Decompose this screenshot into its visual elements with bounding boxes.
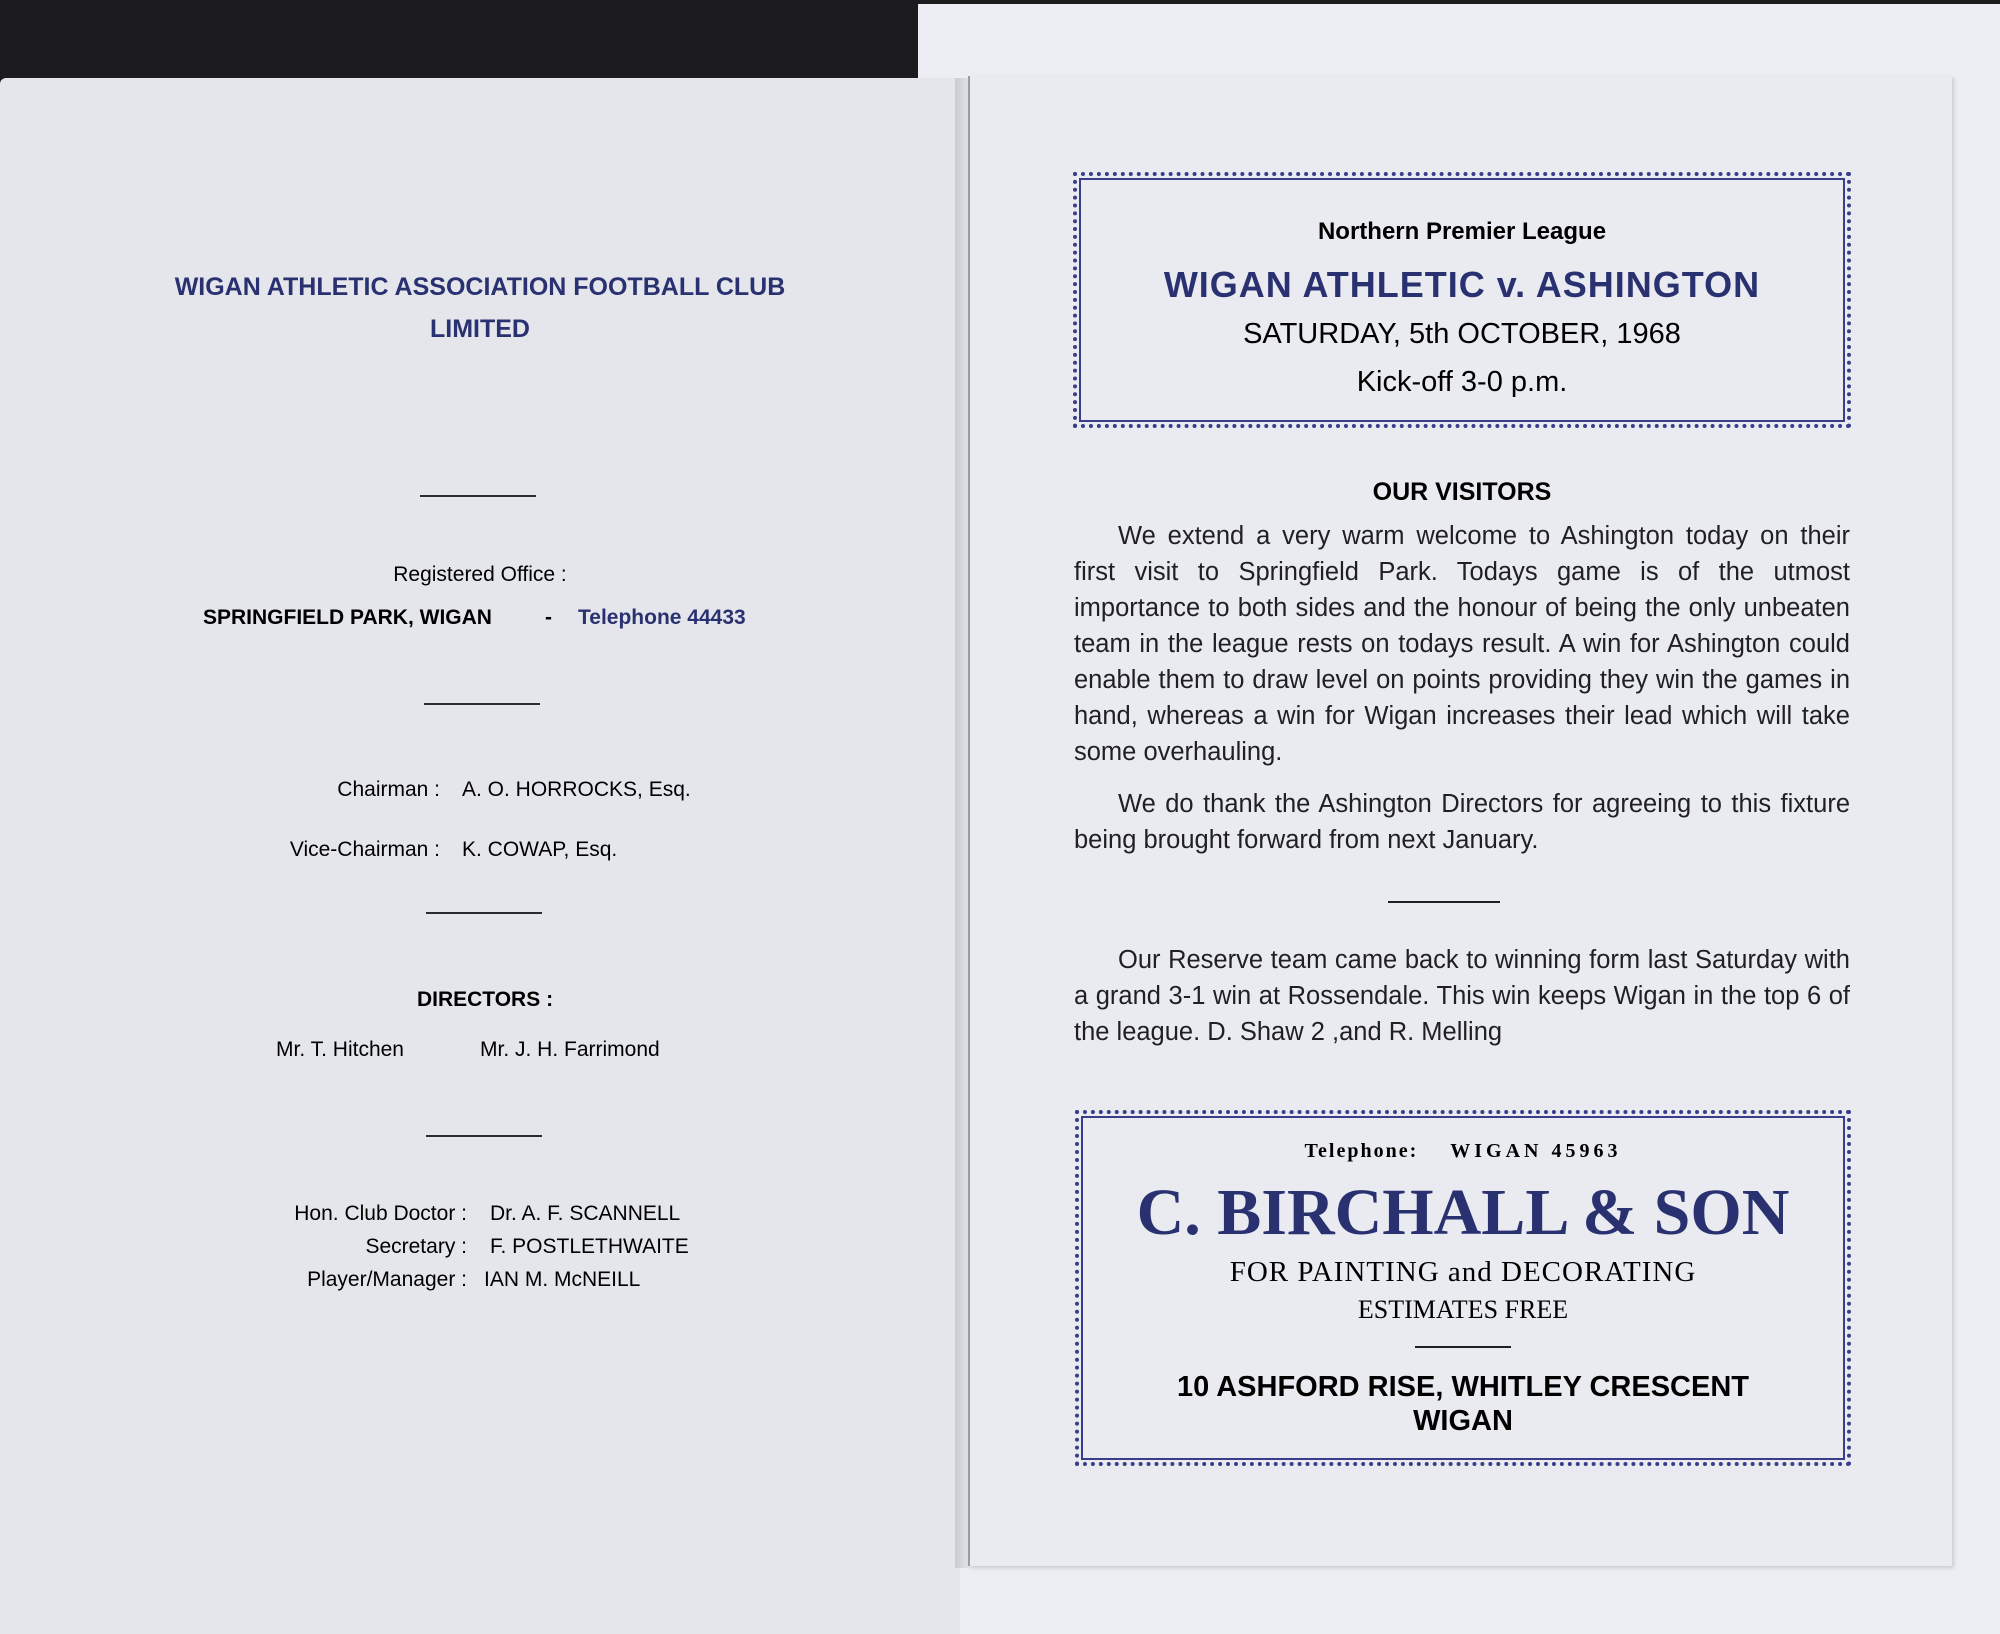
ad-telephone-number: WIGAN 45963 — [1450, 1140, 1622, 1162]
visitors-heading: OUR VISITORS — [1372, 478, 1552, 506]
kickoff-time: Kick-off 3-0 p.m. — [1356, 366, 1568, 398]
visitors-paragraph: We extend a very warm welcome to Ashington today on their first visit to Springfield Park. Todays game is of the utmost importance to both sides and the honour of being the only unbeaten team in the league rests on todays result. A win for Ashington could enable them to draw level on points providing they win the games in hand, whereas a win for Wigan increases their lead which will take some overhauling. — [1074, 522, 1850, 766]
staff-role: Player/Manager : — [307, 1268, 467, 1291]
director-name: Mr. T. Hitchen — [276, 1038, 404, 1061]
ad-telephone-label: Telephone: — [1304, 1140, 1419, 1162]
divider — [424, 703, 540, 705]
registered-office-label: Registered Office : — [393, 563, 567, 586]
match-title: WIGAN ATHLETIC v. ASHINGTON — [1163, 264, 1761, 305]
divider — [426, 1135, 542, 1137]
official-role: Chairman : — [337, 778, 440, 801]
staff-role: Secretary : — [365, 1235, 467, 1258]
official-role: Vice-Chairman : — [289, 838, 440, 861]
ad-company-name: C. BIRCHALL & SON — [1136, 1176, 1790, 1249]
staff-name: Dr. A. F. SCANNELL — [490, 1202, 681, 1225]
club-name-line1: WIGAN ATHLETIC ASSOCIATION FOOTBALL CLUB — [174, 273, 786, 301]
registered-office-address: SPRINGFIELD PARK, WIGAN — [203, 606, 492, 629]
divider — [1415, 1346, 1511, 1348]
divider — [1388, 901, 1500, 903]
staff-name: F. POSTLETHWAITE — [490, 1235, 689, 1258]
official-name: A. O. HORROCKS, Esq. — [462, 778, 691, 801]
address-separator: - — [545, 606, 552, 629]
divider — [426, 912, 542, 914]
club-name-line2: LIMITED — [430, 315, 530, 343]
ad-service: FOR PAINTING and DECORATING — [1229, 1256, 1697, 1288]
ad-address-line2: WIGAN — [1413, 1405, 1513, 1437]
league-name: Northern Premier League — [1317, 218, 1607, 245]
match-date: SATURDAY, 5th OCTOBER, 1968 — [1243, 318, 1681, 350]
staff-name: IAN M. McNEILL — [484, 1268, 641, 1291]
club-telephone: Telephone 44433 — [578, 606, 746, 629]
divider — [420, 495, 536, 497]
directors-thanks-paragraph: We do thank the Ashington Directors for agreeing to this fixture being brought forward from next January. — [1074, 790, 1850, 854]
ad-address-line1: 10 ASHFORD RISE, WHITLEY CRESCENT — [1176, 1371, 1749, 1403]
official-name: K. COWAP, Esq. — [462, 838, 618, 861]
ad-telephone — [1075, 1140, 1851, 1163]
club-name — [0, 266, 960, 350]
ad-address — [1075, 1370, 1851, 1438]
director-name: Mr. J. H. Farrimond — [480, 1038, 660, 1061]
reserve-team-paragraph: Our Reserve team came back to winning form last Saturday with a grand 3-1 win at Rossendale. This win keeps Wigan in the top 6 of the league. D. Shaw 2 ,and R. Melling — [1074, 946, 1850, 1046]
staff-role: Hon. Club Doctor : — [294, 1202, 467, 1225]
ad-estimates: ESTIMATES FREE — [1357, 1295, 1569, 1324]
directors-heading: DIRECTORS : — [416, 988, 554, 1011]
